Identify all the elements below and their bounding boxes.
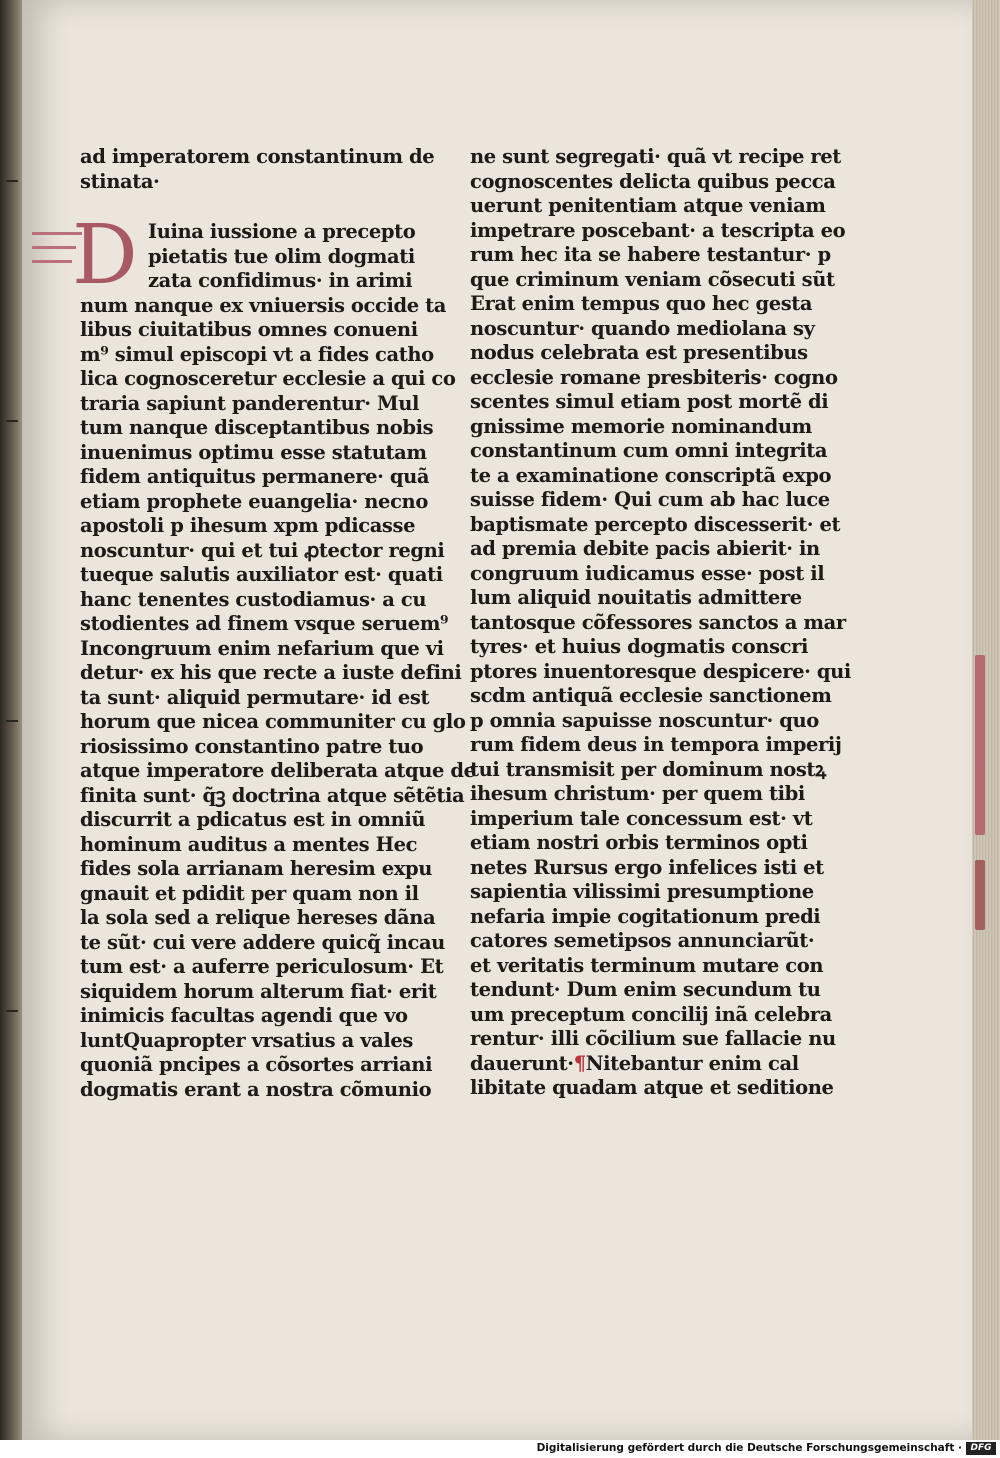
text-line: m⁹ simul episcopi vt a fides catho <box>80 342 434 366</box>
text-line: imperium tale concessum est· vt <box>470 806 813 830</box>
text-line: dogmatis erant a nostra cõmunio <box>80 1077 432 1101</box>
text-line: fidem antiquitus permanere· quã <box>80 465 430 488</box>
text-line: la sola sed a relique hereses dãna <box>80 906 436 929</box>
body-text <box>470 145 851 1101</box>
body-text <box>80 220 476 1102</box>
text-line: netes Rursus ergo infelices isti et <box>470 855 824 879</box>
text-line: stodientes ad finem vsque seruem⁹ <box>80 612 449 635</box>
text-fragment: dauerunt· <box>470 1051 574 1075</box>
text-line: gnauit et pdidit per quam non il <box>80 881 419 905</box>
text-line: suisse fidem· Qui cum ab hac luce <box>470 488 830 511</box>
text-line: etiam prophete euangelia· necno <box>80 489 428 513</box>
text-line: te sũt· cui vere addere quicq̃ incau <box>80 930 445 954</box>
text-line: te a examinatione conscriptã expo <box>470 463 832 487</box>
text-line: siquidem horum alterum fiat· erit <box>80 979 437 1003</box>
text-column-left <box>80 145 476 1102</box>
text-line: detur· ex his que recte a iuste defini <box>80 661 462 684</box>
text-line: baptismate percepto discesserit· et <box>470 512 841 536</box>
text-line: apostoli p ihesum xpm pdicasse <box>80 514 416 537</box>
text-line: p omnia sapuisse noscuntur· quo <box>470 708 819 732</box>
text-line: ihesum christum· per quem tibi <box>470 782 805 805</box>
text-line: hominum auditus a mentes Hec <box>80 832 418 856</box>
text-line: rentur· illi cõcilium sue fallacie nu <box>470 1027 836 1050</box>
book-binding-left <box>0 0 24 1440</box>
text-line: Erat enim tempus quo hec gesta <box>470 292 813 315</box>
text-line: congruum iudicamus esse· post il <box>470 561 825 585</box>
text-line: luntQuapropter vrsatius a vales <box>80 1028 413 1052</box>
text-line: noscuntur· quando mediolana sy <box>470 316 815 340</box>
heading-line: stinata· <box>80 169 160 193</box>
bookmark-tab-lower <box>975 860 985 930</box>
text-line: libus ciuitatibus omnes conueni <box>80 318 418 341</box>
text-line: tendunt· Dum enim secundum tu <box>470 978 821 1001</box>
text-line: catores semetipsos annunciarũt· <box>470 929 815 952</box>
text-line: um preceptum concilij inã celebra <box>470 1002 832 1026</box>
text-line: ecclesie romane presbiteris· cogno <box>470 365 838 389</box>
text-line: sapientia vilissimi presumptione <box>470 880 814 903</box>
text-line: que criminum veniam cõsecuti sũt <box>470 267 835 291</box>
text-line: traria sapiunt panderentur· Mul <box>80 391 419 415</box>
text-line: Incongruum enim nefarium que vi <box>80 636 444 660</box>
text-line: atque imperatore deliberata atque de <box>80 759 476 782</box>
text-line: scdm antiquã ecclesie sanctionem <box>470 684 832 707</box>
text-line: scentes simul etiam post mortẽ di <box>470 390 829 413</box>
heading-line: ad imperatorem constantinum de <box>80 145 435 168</box>
text-line: Iuina iussione a precepto <box>148 220 416 243</box>
text-line: finita sunt· q̃ꝫ doctrina atque sẽtẽtia <box>80 783 465 807</box>
text-line: tum est· a auferre periculosum· Et <box>80 955 444 978</box>
text-line: lica cognosceretur ecclesie a qui co <box>80 367 456 390</box>
text-line: cognoscentes delicta quibus pecca <box>470 169 836 193</box>
text-line: ne sunt segregati· quã vt recipe ret <box>470 145 841 168</box>
text-line: nodus celebrata est presentibus <box>470 341 808 364</box>
text-line: pietatis tue olim dogmati <box>148 244 415 268</box>
pilcrow-mark: ¶ <box>573 1051 586 1075</box>
text-line: rum hec ita se habere testantur· p <box>470 243 831 266</box>
text-line: ad premia debite pacis abierit· in <box>470 537 820 560</box>
text-line: etiam nostri orbis terminos opti <box>470 831 808 854</box>
text-line: ta sunt· aliquid permutare· id est <box>80 685 430 709</box>
text-line <box>470 1052 800 1077</box>
text-line: tyres· et huius dogmatis conscri <box>470 635 809 658</box>
text-line: horum que nicea communiter cu glo <box>80 710 466 733</box>
footer-bar <box>0 1440 1000 1458</box>
text-line: nefaria impie cogitationum predi <box>470 904 821 928</box>
text-line: inimicis facultas agendi que vo <box>80 1004 408 1027</box>
text-line: tui transmisit per dominum nostꝝ <box>470 757 826 781</box>
text-line: discurrit a pdicatus est in omniũ <box>80 808 426 831</box>
bookmark-tab <box>975 655 985 835</box>
text-line: tum nanque disceptantibus nobis <box>80 416 434 439</box>
text-line: et veritatis terminum mutare con <box>470 953 824 977</box>
text-line: zata confidimus· in arimi <box>148 269 413 292</box>
text-line: ptores inuentoresque despicere· qui <box>470 659 851 683</box>
text-line: rum fidem deus in tempora imperij <box>470 733 842 756</box>
text-fragment: Nitebantur enim cal <box>585 1051 799 1075</box>
funding-credit: Digitalisierung gefördert durch die Deutsche Forschungsgemeinschaft · <box>536 1442 962 1454</box>
rubricated-initial: D <box>72 208 138 303</box>
text-line: uerunt penitentiam atque veniam <box>470 194 826 217</box>
text-line: noscuntur· qui et tui ꝓtector regni <box>80 538 445 562</box>
text-line: lum aliquid nouitatis admittere <box>470 586 802 609</box>
text-line: inuenimus optimu esse statutam <box>80 440 427 464</box>
text-line: hanc tenentes custodiamus· a cu <box>80 587 427 611</box>
text-line: quoniã pncipes a cõsortes arriani <box>80 1053 433 1076</box>
text-line: gnissime memorie nominandum <box>470 414 812 438</box>
dfg-logo: DFG <box>966 1442 996 1455</box>
text-line: riosissimo constantino patre tuo <box>80 734 424 758</box>
text-line: tantosque cõfessores sanctos a mar <box>470 610 846 634</box>
text-line: num nanque ex vniuersis occide ta <box>80 293 446 317</box>
text-column-right <box>470 145 851 1101</box>
text-line: fides sola arrianam heresim expu <box>80 857 432 880</box>
text-line: tueque salutis auxiliator est· quati <box>80 563 443 586</box>
text-line: constantinum cum omni integrita <box>470 439 828 462</box>
text-line: impetrare poscebant· a tescripta eo <box>470 218 846 242</box>
text-line: libitate quadam atque et seditione <box>470 1076 834 1099</box>
